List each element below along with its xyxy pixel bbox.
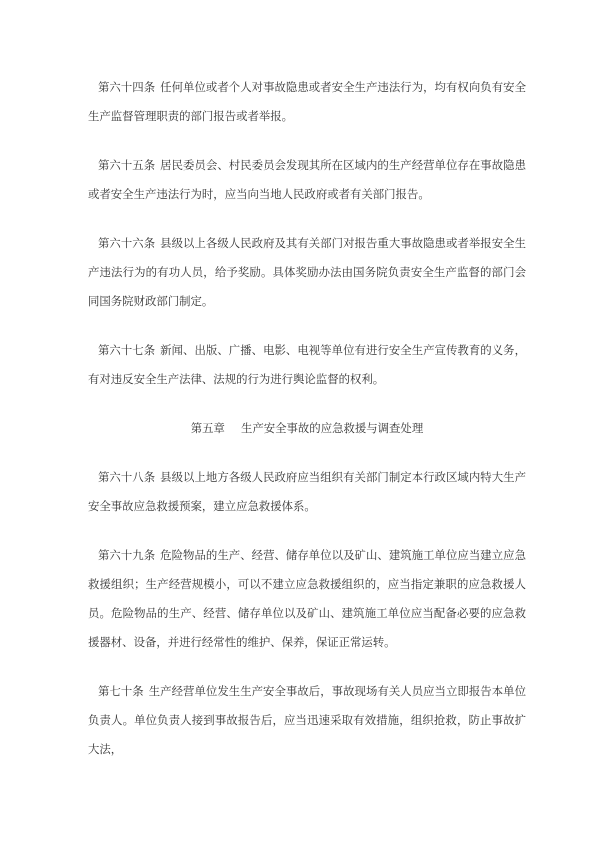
article-70 bbox=[88, 678, 526, 765]
chapter-5-title: 生产安全事故的应急救援与调查处理 bbox=[240, 423, 424, 435]
document-body bbox=[88, 74, 526, 785]
article-67-number: 第六十七条 bbox=[98, 345, 156, 357]
article-68-text: 县级以上地方各级人民政府应当组织有关部门制定本行政区域内特大生产安全事故应急救援预案，建立应急救援体系。 bbox=[88, 472, 526, 513]
article-69-text: 危险物品的生产、经营、储存单位以及矿山、建筑施工单位应当建立应急救援组织；生产经营规模小，可以不建立应急救援组织的，应当指定兼职的应急救援人员。危险物品的生产、经营、储存单位以及矿山、建筑施工单位应当配备必要的应急救援器材、设备，并进行经常性的维护、保养，保证正常运转。 bbox=[88, 550, 526, 649]
article-66 bbox=[88, 230, 526, 317]
article-66-text: 县级以上各级人民政府及其有关部门对报告重大事故隐患或者举报安全生产违法行为的有功人员，给予奖励。具体奖励办法由国务院负责安全生产监督的部门会同国务院财政部门制定。 bbox=[88, 238, 526, 308]
chapter-5-number: 第五章 bbox=[190, 423, 225, 435]
article-68 bbox=[88, 464, 526, 522]
article-64-number: 第六十四条 bbox=[98, 82, 156, 94]
article-64-text: 任何单位或者个人对事故隐患或者安全生产违法行为，均有权向负有安全生产监督管理职责的部门报告或者举报。 bbox=[88, 82, 526, 123]
article-65-text: 居民委员会、村民委员会发现其所在区域内的生产经营单位存在事故隐患或者安全生产违法行为时，应当向当地人民政府或者有关部门报告。 bbox=[88, 160, 526, 201]
article-66-number: 第六十六条 bbox=[98, 238, 156, 250]
article-65-number: 第六十五条 bbox=[98, 160, 156, 172]
article-69 bbox=[88, 542, 526, 658]
article-70-number: 第七十条 bbox=[98, 686, 144, 698]
article-64 bbox=[88, 74, 526, 132]
article-65 bbox=[88, 152, 526, 210]
article-68-number: 第六十八条 bbox=[98, 472, 156, 484]
article-67 bbox=[88, 337, 526, 395]
chapter-5-heading bbox=[88, 415, 526, 444]
article-69-number: 第六十九条 bbox=[98, 550, 156, 562]
article-67-text: 新闻、出版、广播、电影、电视等单位有进行安全生产宣传教育的义务，有对违反安全生产法律、法规的行为进行舆论监督的权利。 bbox=[88, 345, 526, 386]
article-70-text: 生产经营单位发生生产安全事故后，事故现场有关人员应当立即报告本单位负责人。单位负责人接到事故报告后，应当迅速采取有效措施，组织抢救，防止事故扩大法， bbox=[88, 686, 526, 756]
